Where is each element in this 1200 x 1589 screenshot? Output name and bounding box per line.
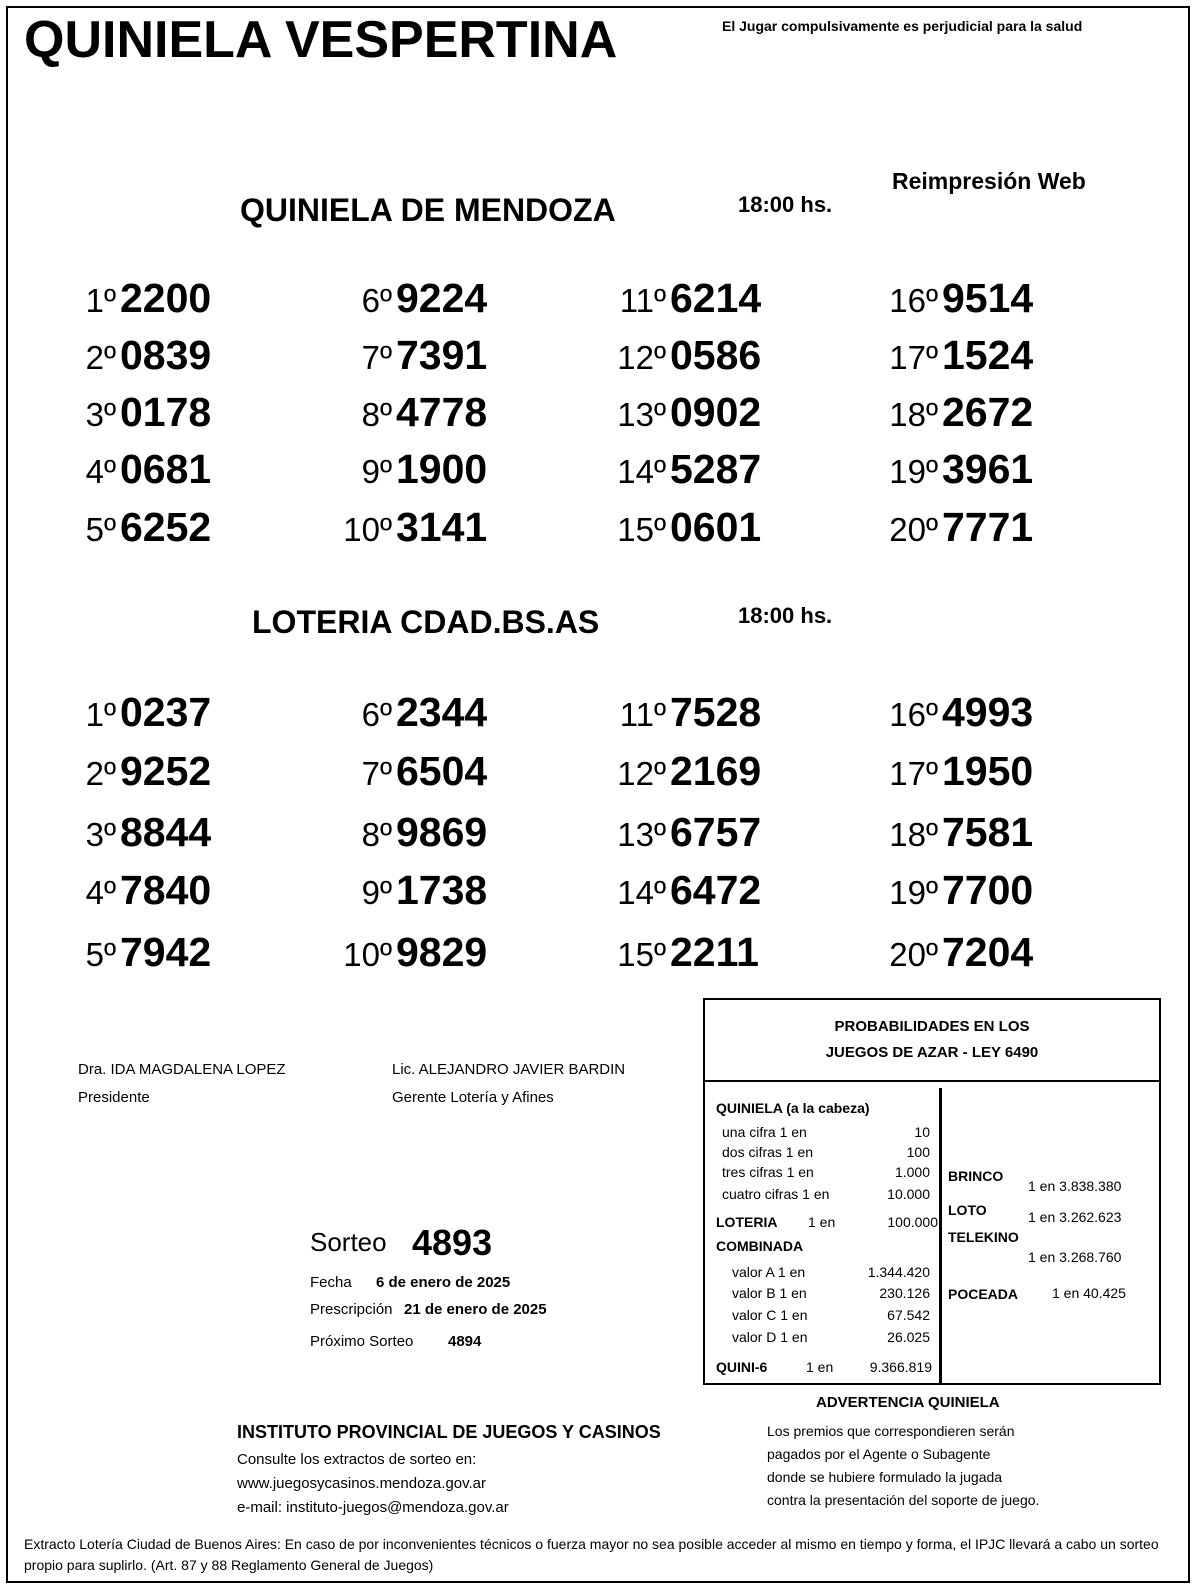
loteria-result-17 xyxy=(882,749,1033,803)
mendoza-number: 0839 xyxy=(120,332,212,378)
mendoza-number: 0681 xyxy=(120,446,212,492)
loteria-number: 8844 xyxy=(120,809,212,855)
mendoza-result-10 xyxy=(336,505,487,559)
loteria-result-10 xyxy=(336,930,487,984)
probabilities-header xyxy=(703,998,1161,1082)
draw-number: 4893 xyxy=(412,1222,493,1263)
health-warning: El Jugar compulsivamente es perjudicial para la salud xyxy=(722,18,1083,34)
mendoza-number: 3141 xyxy=(396,504,488,550)
prob-row-label: una cifra 1 en xyxy=(722,1124,807,1140)
mendoza-result-20 xyxy=(882,505,1033,559)
instituto-title: INSTITUTO PROVINCIAL DE JUEGOS Y CASINOS xyxy=(237,1422,661,1442)
loteria-number: 9252 xyxy=(120,748,212,794)
loteria-number: 2344 xyxy=(396,689,488,735)
instituto-body xyxy=(237,1448,509,1520)
mendoza-position: 9º xyxy=(361,453,392,490)
mendoza-position: 15º xyxy=(617,511,666,548)
mendoza-position: 4º xyxy=(85,453,116,490)
loteria-result-9 xyxy=(336,868,487,922)
loteria-number: 6472 xyxy=(670,867,762,913)
brinco-prob-value: 1 en 3.838.380 xyxy=(1028,1178,1122,1194)
mendoza-result-16 xyxy=(882,276,1033,330)
loteria-position: 13º xyxy=(617,816,666,853)
loteria-result-1 xyxy=(78,690,211,744)
prob-row-label: cuatro cifras 1 en xyxy=(722,1186,830,1202)
mendoza-number: 2672 xyxy=(942,389,1034,435)
mendoza-position: 20º xyxy=(889,511,938,548)
advertencia-body xyxy=(767,1420,1039,1512)
quini6-prob-label: QUINI-6 xyxy=(716,1359,768,1375)
loteria-number: 2211 xyxy=(670,929,759,975)
mendoza-position: 18º xyxy=(889,396,938,433)
mendoza-result-18 xyxy=(882,390,1033,444)
mendoza-number: 4778 xyxy=(396,389,488,435)
mendoza-result-1 xyxy=(78,276,211,330)
mendoza-result-5 xyxy=(78,505,211,559)
signature-left-name: Dra. IDA MAGDALENA LOPEZ xyxy=(78,1061,286,1078)
loteria-prob-label: LOTERIA xyxy=(716,1214,778,1230)
loteria-prob-value: 100.000 xyxy=(887,1214,938,1230)
loteria-prob-mid: 1 en xyxy=(808,1214,836,1230)
signature-right-role: Gerente Lotería y Afines xyxy=(392,1089,554,1106)
mendoza-number: 7771 xyxy=(942,504,1034,550)
prob-row-label: valor D 1 en xyxy=(732,1329,808,1345)
loteria-position: 10º xyxy=(343,936,392,973)
loteria-position: 15º xyxy=(617,936,666,973)
mendoza-position: 6º xyxy=(361,282,392,319)
mendoza-position: 10º xyxy=(343,511,392,548)
loteria-position: 3º xyxy=(85,816,116,853)
mendoza-result-11 xyxy=(610,276,761,330)
mendoza-position: 2º xyxy=(85,339,116,376)
prob-row-value: 1.344.420 xyxy=(867,1264,930,1280)
loteria-number: 7528 xyxy=(670,689,762,735)
loteria-section-time: 18:00 hs. xyxy=(738,603,833,628)
loteria-position: 14º xyxy=(617,874,666,911)
mendoza-section-time: 18:00 hs. xyxy=(738,192,833,217)
loteria-number: 1950 xyxy=(942,748,1034,794)
loteria-result-18 xyxy=(882,810,1033,864)
loto-prob-label: LOTO xyxy=(948,1202,987,1218)
footer-note: Extracto Lotería Ciudad de Buenos Aires: En caso de por inconvenientes técnicos o fuerza mayor no sea posible acceder al mismo en tiempo y forma, el IPJC llevará a cabo un sorteo propio para suplirlo. (Art. 87 y 88 Reglamento General de Juegos) xyxy=(24,1536,1159,1573)
quini6-prob-mid: 1 en xyxy=(806,1359,834,1375)
probabilities-title-line1: PROBABILIDADES EN LOS xyxy=(834,1018,1030,1035)
mendoza-position: 3º xyxy=(85,396,116,433)
loteria-position: 20º xyxy=(889,936,938,973)
prob-row-value: 10 xyxy=(914,1124,930,1140)
loteria-result-6 xyxy=(336,690,487,744)
loto-prob-value: 1 en 3.262.623 xyxy=(1028,1209,1122,1225)
loteria-position: 8º xyxy=(361,816,392,853)
loteria-position: 17º xyxy=(889,755,938,792)
loteria-result-16 xyxy=(882,690,1033,744)
loteria-number: 0237 xyxy=(120,689,212,735)
loteria-number: 1738 xyxy=(396,867,488,913)
loteria-result-14 xyxy=(610,868,761,922)
brinco-prob-label: BRINCO xyxy=(948,1168,1004,1184)
prob-row-label: valor C 1 en xyxy=(732,1307,808,1323)
mendoza-result-13 xyxy=(610,390,761,444)
loteria-result-5 xyxy=(78,930,211,984)
loteria-result-13 xyxy=(610,810,761,864)
mendoza-number: 6214 xyxy=(670,275,762,321)
mendoza-position: 8º xyxy=(361,396,392,433)
instituto-consult-text: Consulte los extractos de sorteo en: xyxy=(237,1451,477,1468)
loteria-section-title: LOTERIA CDAD.BS.AS xyxy=(252,604,600,640)
instituto-website-link[interactable]: www.juegosycasinos.mendoza.gov.ar xyxy=(237,1475,487,1492)
loteria-position: 12º xyxy=(617,755,666,792)
loteria-result-7 xyxy=(336,749,487,803)
loteria-number: 9869 xyxy=(396,809,488,855)
signature-right-name: Lic. ALEJANDRO JAVIER BARDIN xyxy=(392,1061,626,1078)
mendoza-position: 14º xyxy=(617,453,666,490)
mendoza-position: 11º xyxy=(619,282,666,319)
advertencia-line: contra la presentación del soporte de juego. xyxy=(767,1492,1040,1508)
mendoza-number: 7391 xyxy=(396,332,488,378)
prob-row-value: 1.000 xyxy=(894,1164,930,1180)
prob-row-label: valor A 1 en xyxy=(732,1264,806,1280)
prescription-label: Prescripción xyxy=(310,1301,393,1318)
mendoza-position: 19º xyxy=(889,453,938,490)
mendoza-number: 0601 xyxy=(670,504,762,550)
loteria-position: 19º xyxy=(889,874,938,911)
combinada-prob-title: COMBINADA xyxy=(716,1238,804,1254)
next-draw-label: Próximo Sorteo xyxy=(310,1333,414,1350)
loteria-result-3 xyxy=(78,810,211,864)
telekino-prob-label: TELEKINO xyxy=(948,1229,1019,1245)
probabilities-divider xyxy=(939,1088,942,1383)
prob-row-label: dos cifras 1 en xyxy=(722,1144,814,1160)
mendoza-position: 12º xyxy=(617,339,666,376)
loteria-number: 7942 xyxy=(120,929,212,975)
loteria-position: 16º xyxy=(889,696,938,733)
mendoza-position: 7º xyxy=(361,339,392,376)
loteria-number: 9829 xyxy=(396,929,488,975)
mendoza-number: 9224 xyxy=(396,275,488,321)
mendoza-number: 0902 xyxy=(670,389,762,435)
loteria-number: 7204 xyxy=(942,929,1034,975)
mendoza-result-8 xyxy=(336,390,487,444)
prob-row-value: 67.542 xyxy=(887,1307,930,1323)
mendoza-position: 1º xyxy=(85,282,116,319)
draw-date-label: Fecha xyxy=(310,1274,352,1291)
poceada-prob-value: 1 en 40.425 xyxy=(1052,1285,1126,1301)
loteria-result-19 xyxy=(882,868,1033,922)
loteria-number: 6504 xyxy=(396,748,488,794)
signature-left-role: Presidente xyxy=(78,1089,150,1106)
loteria-number: 7840 xyxy=(120,867,212,913)
mendoza-result-12 xyxy=(610,333,761,387)
loteria-result-12 xyxy=(610,749,761,803)
mendoza-number: 9514 xyxy=(942,275,1034,321)
loteria-position: 18º xyxy=(889,816,938,853)
mendoza-position: 5º xyxy=(85,511,116,548)
draw-date-value: 6 de enero de 2025 xyxy=(376,1274,511,1291)
mendoza-number: 1524 xyxy=(942,332,1034,378)
mendoza-result-6 xyxy=(336,276,487,330)
loteria-position: 7º xyxy=(361,755,392,792)
prob-row-value: 26.025 xyxy=(887,1329,930,1345)
advertencia-line: Los premios que correspondieren serán xyxy=(767,1423,1015,1439)
loteria-result-4 xyxy=(78,868,211,922)
loteria-position: 4º xyxy=(85,874,116,911)
mendoza-result-4 xyxy=(78,447,211,501)
mendoza-result-17 xyxy=(882,333,1033,387)
loteria-position: 9º xyxy=(361,874,392,911)
prob-row-value: 230.126 xyxy=(879,1285,930,1301)
prob-row-label: valor B 1 en xyxy=(732,1285,807,1301)
loteria-result-15 xyxy=(610,930,759,984)
mendoza-result-9 xyxy=(336,447,487,501)
mendoza-result-15 xyxy=(610,505,761,559)
telekino-prob-value: 1 en 3.268.760 xyxy=(1028,1249,1122,1265)
advertencia-line: pagados por el Agente o Subagente xyxy=(767,1446,991,1462)
advertencia-line: donde se hubiere formulado la jugada xyxy=(767,1469,1003,1485)
mendoza-position: 16º xyxy=(889,282,938,319)
loteria-position: 2º xyxy=(85,755,116,792)
loteria-number: 7700 xyxy=(942,867,1034,913)
loteria-number: 7581 xyxy=(942,809,1034,855)
mendoza-section-title: QUINIELA DE MENDOZA xyxy=(240,192,616,228)
loteria-result-11 xyxy=(610,690,761,744)
loteria-result-2 xyxy=(78,749,211,803)
quiniela-prob-title: QUINIELA (a la cabeza) xyxy=(716,1100,870,1116)
reprint-label: Reimpresión Web xyxy=(892,168,1086,194)
loteria-position: 6º xyxy=(361,696,392,733)
loteria-number: 4993 xyxy=(942,689,1034,735)
advertencia-title: ADVERTENCIA QUINIELA xyxy=(816,1394,1000,1411)
mendoza-number: 2200 xyxy=(120,275,212,321)
mendoza-number: 1900 xyxy=(396,446,488,492)
mendoza-position: 13º xyxy=(617,396,666,433)
mendoza-number: 5287 xyxy=(670,446,762,492)
loteria-position: 1º xyxy=(85,696,116,733)
loteria-result-8 xyxy=(336,810,487,864)
mendoza-number: 3961 xyxy=(942,446,1034,492)
mendoza-result-7 xyxy=(336,333,487,387)
loteria-position: 11º xyxy=(619,696,666,733)
next-draw-value: 4894 xyxy=(448,1333,482,1350)
poceada-prob-label: POCEADA xyxy=(948,1286,1019,1302)
mendoza-result-3 xyxy=(78,390,211,444)
mendoza-position: 17º xyxy=(889,339,938,376)
mendoza-number: 0586 xyxy=(670,332,762,378)
quini6-prob-value: 9.366.819 xyxy=(869,1359,932,1375)
loteria-result-20 xyxy=(882,930,1033,984)
mendoza-result-2 xyxy=(78,333,211,387)
page-title: QUINIELA VESPERTINA xyxy=(24,11,618,69)
prob-row-value: 10.000 xyxy=(887,1186,930,1202)
draw-label: Sorteo xyxy=(310,1227,387,1257)
prescription-value: 21 de enero de 2025 xyxy=(404,1301,547,1318)
prob-row-label: tres cifras 1 en xyxy=(722,1164,814,1180)
probabilities-title-line2: JUEGOS DE AZAR - LEY 6490 xyxy=(825,1044,1039,1061)
loteria-number: 6757 xyxy=(670,809,762,855)
mendoza-result-14 xyxy=(610,447,761,501)
mendoza-number: 6252 xyxy=(120,504,212,550)
loteria-position: 5º xyxy=(85,936,116,973)
instituto-email-link[interactable]: e-mail: instituto-juegos@mendoza.gov.ar xyxy=(237,1499,509,1516)
mendoza-result-19 xyxy=(882,447,1033,501)
mendoza-number: 0178 xyxy=(120,389,212,435)
prob-row-value: 100 xyxy=(906,1144,930,1160)
loteria-number: 2169 xyxy=(670,748,762,794)
